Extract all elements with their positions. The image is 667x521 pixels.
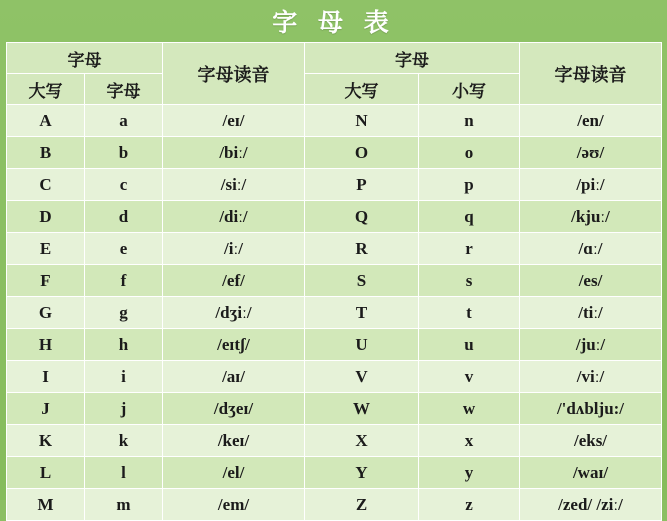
cell-uppercase-right: U: [305, 329, 419, 361]
cell-pronunciation-left: /dʒeɪ/: [163, 393, 305, 425]
cell-pronunciation-right: /zed/ /ziː/: [520, 489, 662, 521]
cell-pronunciation-right: /'dʌblju:/: [520, 393, 662, 425]
cell-lowercase-right: z: [419, 489, 520, 521]
cell-pronunciation-left: /iː/: [163, 233, 305, 265]
cell-lowercase-right: o: [419, 137, 520, 169]
cell-pronunciation-right: /en/: [520, 105, 662, 137]
column-header-lowercase-left: 字母: [85, 74, 163, 105]
cell-lowercase-right: v: [419, 361, 520, 393]
cell-lowercase-right: q: [419, 201, 520, 233]
table-row: [7, 233, 662, 265]
cell-pronunciation-left: /el/: [163, 457, 305, 489]
table-row: [7, 361, 662, 393]
cell-lowercase-right: y: [419, 457, 520, 489]
cell-lowercase-left: h: [85, 329, 163, 361]
cell-uppercase-left: H: [7, 329, 85, 361]
cell-lowercase-right: u: [419, 329, 520, 361]
cell-lowercase-left: c: [85, 169, 163, 201]
table-row: [7, 297, 662, 329]
cell-lowercase-left: l: [85, 457, 163, 489]
cell-pronunciation-left: /aɪ/: [163, 361, 305, 393]
cell-pronunciation-right: /juː/: [520, 329, 662, 361]
cell-uppercase-right: N: [305, 105, 419, 137]
cell-lowercase-left: f: [85, 265, 163, 297]
table-row: [7, 137, 662, 169]
cell-uppercase-left: C: [7, 169, 85, 201]
cell-pronunciation-right: /tiː/: [520, 297, 662, 329]
cell-lowercase-right: s: [419, 265, 520, 297]
cell-uppercase-left: M: [7, 489, 85, 521]
page-title: 字 母 表: [272, 8, 395, 37]
cell-lowercase-right: r: [419, 233, 520, 265]
cell-pronunciation-right: /ɑː/: [520, 233, 662, 265]
cell-uppercase-left: L: [7, 457, 85, 489]
cell-pronunciation-right: /kjuː/: [520, 201, 662, 233]
table-row: [7, 265, 662, 297]
cell-lowercase-right: w: [419, 393, 520, 425]
cell-lowercase-left: m: [85, 489, 163, 521]
table-header: [7, 43, 662, 105]
table-row: [7, 169, 662, 201]
cell-uppercase-right: X: [305, 425, 419, 457]
cell-pronunciation-left: /siː/: [163, 169, 305, 201]
cell-lowercase-left: i: [85, 361, 163, 393]
column-header-pronunciation-right: 字母读音: [520, 43, 662, 105]
table-row: [7, 201, 662, 233]
cell-uppercase-right: T: [305, 297, 419, 329]
cell-uppercase-left: B: [7, 137, 85, 169]
table-row: [7, 105, 662, 137]
cell-uppercase-right: O: [305, 137, 419, 169]
cell-uppercase-right: S: [305, 265, 419, 297]
cell-lowercase-left: d: [85, 201, 163, 233]
cell-pronunciation-left: /em/: [163, 489, 305, 521]
cell-pronunciation-right: /es/: [520, 265, 662, 297]
cell-pronunciation-right: /eks/: [520, 425, 662, 457]
column-header-lowercase-right: 小写: [419, 74, 520, 105]
cell-pronunciation-right: /viː/: [520, 361, 662, 393]
cell-uppercase-left: D: [7, 201, 85, 233]
cell-pronunciation-left: /ef/: [163, 265, 305, 297]
cell-uppercase-left: J: [7, 393, 85, 425]
cell-lowercase-left: b: [85, 137, 163, 169]
table-row: [7, 329, 662, 361]
cell-uppercase-right: V: [305, 361, 419, 393]
cell-uppercase-right: W: [305, 393, 419, 425]
cell-pronunciation-left: /dʒiː/: [163, 297, 305, 329]
cell-lowercase-left: k: [85, 425, 163, 457]
table-row: [7, 489, 662, 521]
cell-pronunciation-left: /keɪ/: [163, 425, 305, 457]
column-group-letter-left: 字母: [7, 43, 163, 74]
alphabet-table: [6, 42, 662, 521]
cell-lowercase-left: j: [85, 393, 163, 425]
cell-lowercase-left: g: [85, 297, 163, 329]
cell-uppercase-left: E: [7, 233, 85, 265]
table-row: [7, 425, 662, 457]
cell-lowercase-right: x: [419, 425, 520, 457]
cell-pronunciation-right: /waɪ/: [520, 457, 662, 489]
cell-lowercase-left: e: [85, 233, 163, 265]
table-row: [7, 457, 662, 489]
cell-lowercase-left: a: [85, 105, 163, 137]
cell-uppercase-right: R: [305, 233, 419, 265]
table-row: [7, 393, 662, 425]
cell-uppercase-left: F: [7, 265, 85, 297]
column-header-uppercase-left: 大写: [7, 74, 85, 105]
cell-pronunciation-left: /eɪ/: [163, 105, 305, 137]
table-body: [7, 105, 662, 521]
cell-lowercase-right: n: [419, 105, 520, 137]
cell-pronunciation-right: /əʊ/: [520, 137, 662, 169]
cell-uppercase-left: I: [7, 361, 85, 393]
cell-pronunciation-left: /eɪtʃ/: [163, 329, 305, 361]
cell-uppercase-right: P: [305, 169, 419, 201]
cell-pronunciation-left: /diː/: [163, 201, 305, 233]
cell-uppercase-right: Y: [305, 457, 419, 489]
column-group-letter-right: 字母: [305, 43, 520, 74]
cell-uppercase-right: Z: [305, 489, 419, 521]
cell-lowercase-right: p: [419, 169, 520, 201]
cell-uppercase-left: G: [7, 297, 85, 329]
column-header-uppercase-right: 大写: [305, 74, 419, 105]
cell-pronunciation-right: /piː/: [520, 169, 662, 201]
cell-pronunciation-left: /biː/: [163, 137, 305, 169]
cell-uppercase-left: A: [7, 105, 85, 137]
column-header-pronunciation-left: 字母读音: [163, 43, 305, 105]
cell-uppercase-left: K: [7, 425, 85, 457]
cell-uppercase-right: Q: [305, 201, 419, 233]
cell-lowercase-right: t: [419, 297, 520, 329]
